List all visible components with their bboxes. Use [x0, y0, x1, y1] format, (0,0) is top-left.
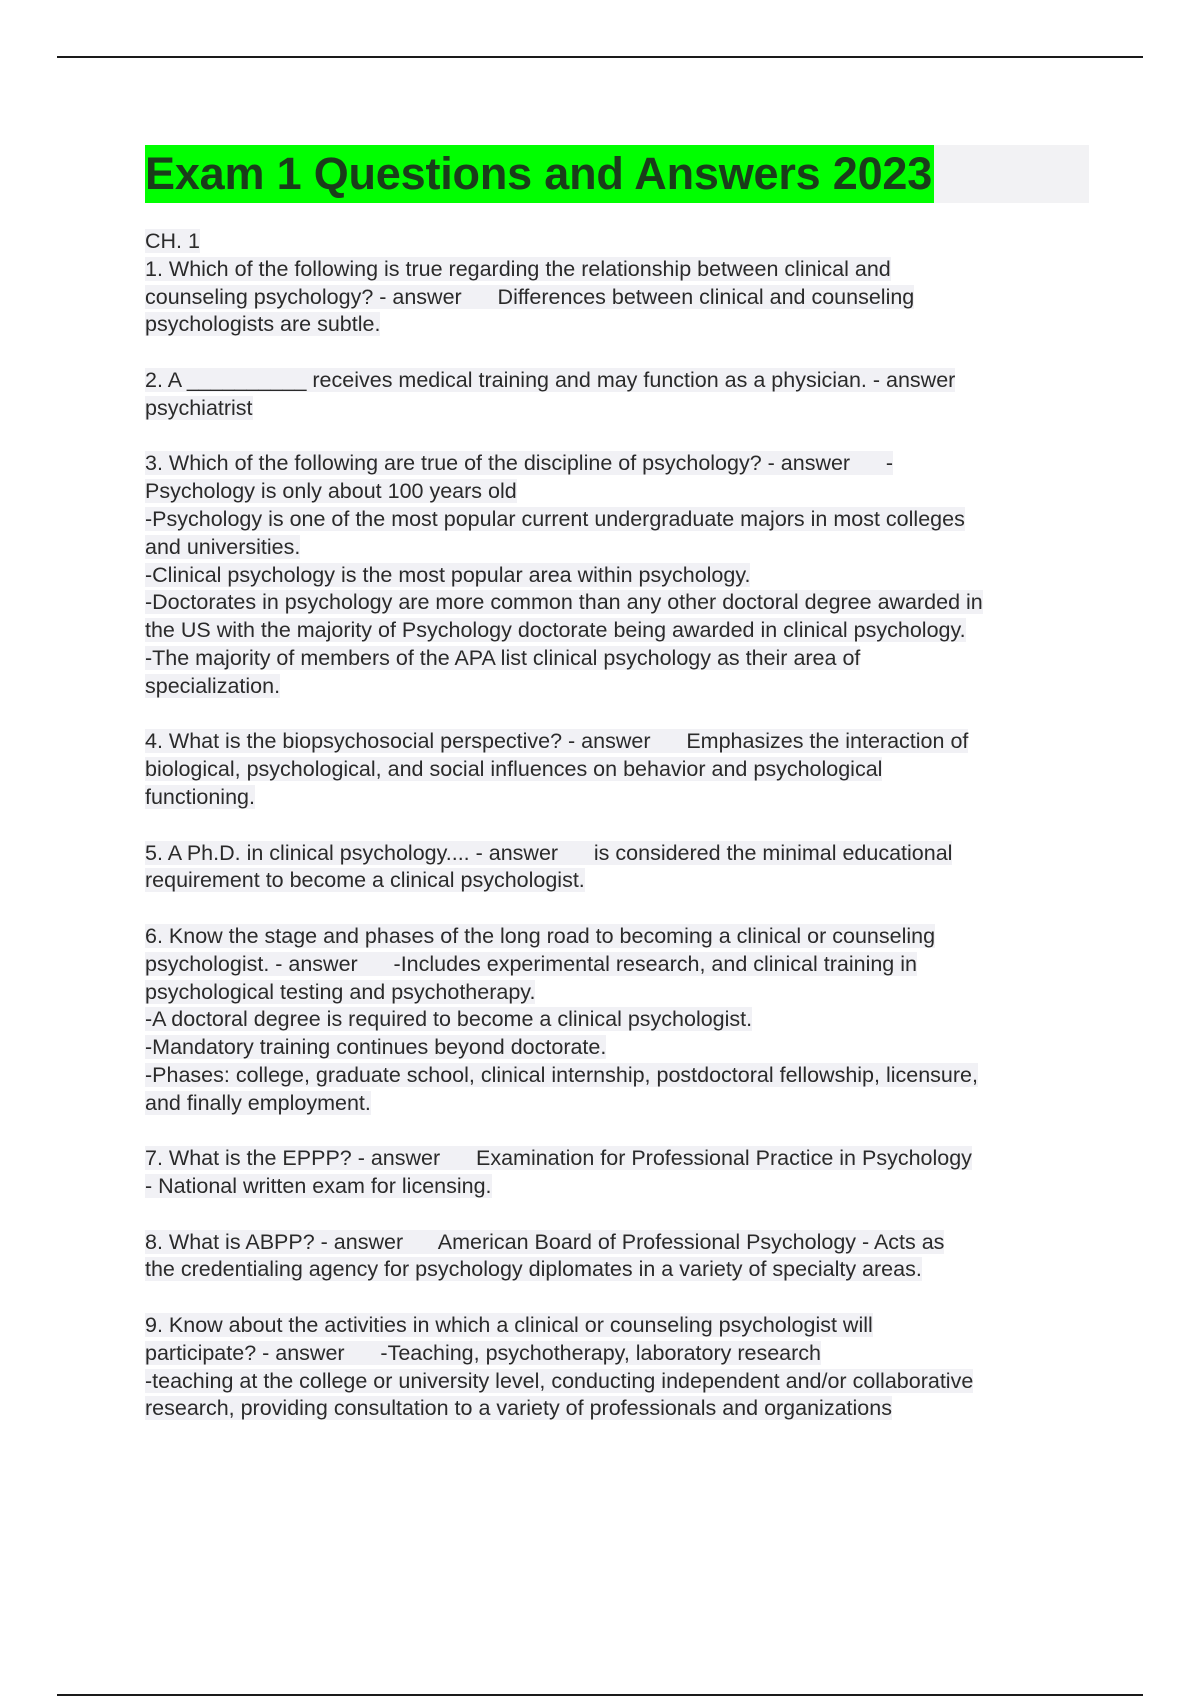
text-line [145, 534, 1105, 562]
text-line-content: -Clinical psychology is the most popular area within psychology. [145, 562, 751, 587]
text-line [145, 1173, 1105, 1201]
text-line [145, 228, 1105, 256]
text-line [145, 1062, 1105, 1090]
text-line-content: functioning. [145, 784, 255, 809]
question-block [145, 840, 1105, 896]
block-spacer [145, 1201, 1105, 1229]
text-line-content: and finally employment. [145, 1090, 371, 1115]
block-spacer [145, 1284, 1105, 1312]
question-block [145, 367, 1105, 423]
text-line [145, 1395, 1105, 1423]
text-line [145, 979, 1105, 1007]
text-line [145, 728, 1105, 756]
text-line-content: 9. Know about the activities in which a clinical or counseling psychologist will [145, 1313, 873, 1338]
text-line-content: psychiatrist [145, 395, 253, 420]
text-line [145, 311, 1105, 339]
document-title: Exam 1 Questions and Answers 2023 [145, 145, 934, 203]
block-spacer [145, 1118, 1105, 1146]
text-line [145, 756, 1105, 784]
text-line [145, 1256, 1105, 1284]
text-line [145, 617, 1105, 645]
text-line [145, 840, 1105, 868]
block-spacer [145, 339, 1105, 367]
text-line-content: -Doctorates in psychology are more common than any other doctoral degree awarded in [145, 590, 983, 615]
text-line [145, 923, 1105, 951]
text-line-content: -A doctoral degree is required to become a clinical psychologist. [145, 1007, 753, 1032]
text-line-content: the credentialing agency for psychology diplomates in a variety of specialty areas. [145, 1257, 922, 1282]
question-block [145, 923, 1105, 1118]
text-line-content: counseling psychology? - answer Differences between clinical and counseling [145, 284, 915, 309]
text-line-content: 4. What is the biopsychosocial perspective? - answer Emphasizes the interaction of [145, 729, 969, 754]
text-line-content: Psychology is only about 100 years old [145, 479, 517, 504]
text-line [145, 589, 1105, 617]
text-line [145, 1034, 1105, 1062]
text-line-content: 5. A Ph.D. in clinical psychology.... - answer is considered the minimal educational [145, 840, 953, 865]
text-line-content: 1. Which of the following is true regarding the relationship between clinical and [145, 256, 891, 281]
text-line [145, 1090, 1105, 1118]
text-line-content: the US with the majority of Psychology doctorate being awarded in clinical psychology. [145, 618, 966, 643]
text-line-content: -teaching at the college or university level, conducting independent and/or collaborative [145, 1368, 974, 1393]
text-line-content: participate? - answer -Teaching, psychotherapy, laboratory research [145, 1340, 821, 1365]
question-block [145, 228, 1105, 339]
text-line [145, 1340, 1105, 1368]
text-line [145, 1145, 1105, 1173]
text-line-content: CH. 1 [145, 229, 200, 253]
text-line-content: -Mandatory training continues beyond doctorate. [145, 1035, 607, 1060]
text-line-content: research, providing consultation to a variety of professionals and organizations [145, 1396, 892, 1421]
block-spacer [145, 423, 1105, 451]
question-block [145, 728, 1105, 811]
text-line [145, 395, 1105, 423]
text-line [145, 506, 1105, 534]
text-line [145, 951, 1105, 979]
text-line [145, 1006, 1105, 1034]
question-block [145, 1229, 1105, 1285]
question-block [145, 1145, 1105, 1201]
text-line [145, 450, 1105, 478]
text-line-content: and universities. [145, 534, 301, 559]
text-line [145, 867, 1105, 895]
text-line-content: biological, psychological, and social influences on behavior and psychological [145, 757, 883, 782]
bottom-rule [57, 1694, 1143, 1696]
text-line-content: 6. Know the stage and phases of the long road to becoming a clinical or counseling [145, 923, 936, 948]
text-line [145, 367, 1105, 395]
block-spacer [145, 895, 1105, 923]
text-line-content: 7. What is the EPPP? - answer Examination for Professional Practice in Psychology [145, 1146, 972, 1171]
text-line [145, 1368, 1105, 1396]
question-block [145, 450, 1105, 700]
text-line [145, 673, 1105, 701]
text-line-content: specialization. [145, 673, 281, 698]
text-line [145, 478, 1105, 506]
text-line-content: 2. A __________ receives medical training and may function as a physician. - answer [145, 367, 956, 392]
text-line-content: psychologist. - answer -Includes experimental research, and clinical training in [145, 951, 917, 976]
text-line-content: -The majority of members of the APA list clinical psychology as their area of [145, 645, 861, 670]
text-line [145, 284, 1105, 312]
document-body [145, 228, 1105, 1423]
text-line-content: psychological testing and psychotherapy. [145, 979, 536, 1004]
text-line-content: 8. What is ABPP? - answer American Board of Professional Psychology - Acts as [145, 1229, 945, 1254]
text-line-content: - National written exam for licensing. [145, 1174, 492, 1199]
question-block [145, 1312, 1105, 1423]
block-spacer [145, 812, 1105, 840]
text-line-content: psychologists are subtle. [145, 312, 381, 337]
block-spacer [145, 701, 1105, 729]
top-rule [57, 56, 1143, 58]
text-line-content: 3. Which of the following are true of the discipline of psychology? - answer - [145, 451, 894, 476]
text-line [145, 1312, 1105, 1340]
text-line-content: requirement to become a clinical psychologist. [145, 868, 585, 893]
text-line-content: -Psychology is one of the most popular current undergraduate majors in most colleges [145, 506, 965, 531]
text-line [145, 1229, 1105, 1257]
text-line-content: -Phases: college, graduate school, clinical internship, postdoctoral fellowship, licensure, [145, 1062, 978, 1087]
text-line [145, 562, 1105, 590]
text-line [145, 256, 1105, 284]
text-line [145, 645, 1105, 673]
text-line [145, 784, 1105, 812]
